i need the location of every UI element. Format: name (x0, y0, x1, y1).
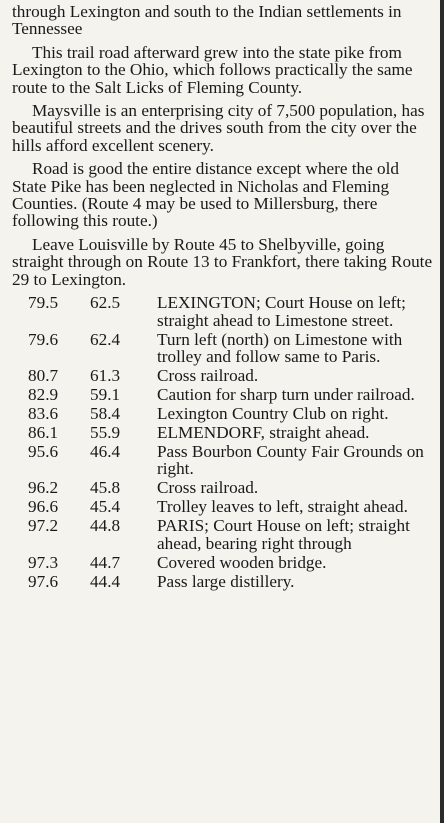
remaining-mileage: 58.4 (90, 403, 121, 423)
route-direction: Turn left (north) on Limestone with trolley and follow same to Paris. (157, 329, 403, 366)
remaining-mileage: 44.8 (90, 516, 121, 536)
remaining-mileage: 44.7 (90, 552, 121, 572)
paragraph-text: through Lexington and south to the Indian settlements in Tennessee (12, 2, 402, 39)
route-direction: Trolley leaves to left, straight ahead. (157, 497, 408, 517)
paragraph (12, 44, 436, 96)
paragraph-text: Road is good the entire distance except where the old State Pike has been neglected in Nicholas and Fleming Counties. (Route 4 may be used to Millersburg, there following this route.) (12, 159, 400, 231)
table-row (12, 386, 436, 405)
total-mileage: 82.9 (28, 384, 59, 404)
table-row (12, 517, 436, 553)
table-row (12, 405, 436, 424)
paragraph-text: Leave Louisville by Route 45 to Shelbyville, going straight through on Route 13 to Frankfort, there taking Route 29 to Lexington. (12, 234, 433, 289)
route-direction: LEXINGTON; Court House on left; straight ahead to Limestone street. (157, 293, 406, 330)
body-text (12, 3, 436, 288)
route-direction: Cross railroad. (157, 365, 259, 385)
total-mileage: 95.6 (28, 441, 59, 461)
remaining-mileage: 59.1 (90, 384, 121, 404)
route-direction: Cross railroad. (157, 478, 259, 498)
remaining-mileage: 45.8 (90, 478, 121, 498)
remaining-mileage: 62.5 (90, 293, 121, 313)
paragraph (12, 102, 436, 154)
paragraph (12, 160, 436, 230)
table-row (12, 479, 436, 498)
paragraph (12, 236, 436, 288)
total-mileage: 83.6 (28, 403, 59, 423)
total-mileage: 96.2 (28, 478, 59, 498)
table-row (12, 294, 436, 330)
remaining-mileage: 55.9 (90, 422, 121, 442)
total-mileage: 97.2 (28, 516, 59, 536)
paragraph-text: This trail road afterward grew into the state pike from Lexington to the Ohio, which follows practically the same route to the Salt Licks of Fleming County. (12, 42, 413, 97)
route-direction: Pass large distillery. (157, 571, 295, 591)
table-row (12, 331, 436, 367)
total-mileage: 97.3 (28, 552, 59, 572)
total-mileage: 97.6 (28, 571, 59, 591)
total-mileage: 86.1 (28, 422, 59, 442)
remaining-mileage: 45.4 (90, 497, 121, 517)
route-log-table (12, 294, 436, 592)
table-row (12, 554, 436, 573)
route-direction: ELMENDORF, straight ahead. (157, 422, 370, 442)
route-direction: Lexington Country Club on right. (157, 403, 389, 423)
remaining-mileage: 44.4 (90, 571, 121, 591)
paragraph-text: Maysville is an enterprising city of 7,500 population, has beautiful streets and the drives south from the city over the hills afford excellent scenery. (12, 101, 425, 155)
paragraph (12, 3, 436, 38)
route-direction: PARIS; Court House on left; straight ahead, bearing right through (157, 516, 410, 553)
page-edge-shadow (440, 0, 444, 823)
route-direction: Caution for sharp turn under railroad. (157, 384, 415, 404)
table-row (12, 498, 436, 517)
total-mileage: 80.7 (28, 365, 59, 385)
remaining-mileage: 62.4 (90, 329, 121, 349)
route-direction: Covered wooden bridge. (157, 552, 327, 572)
table-row (12, 424, 436, 443)
remaining-mileage: 61.3 (90, 365, 121, 385)
remaining-mileage: 46.4 (90, 441, 121, 461)
table-row (12, 443, 436, 479)
total-mileage: 96.6 (28, 497, 59, 517)
total-mileage: 79.5 (28, 293, 59, 313)
table-row (12, 573, 436, 592)
total-mileage: 79.6 (28, 329, 59, 349)
route-direction: Pass Bourbon County Fair Grounds on right. (157, 441, 424, 479)
table-row (12, 367, 436, 386)
